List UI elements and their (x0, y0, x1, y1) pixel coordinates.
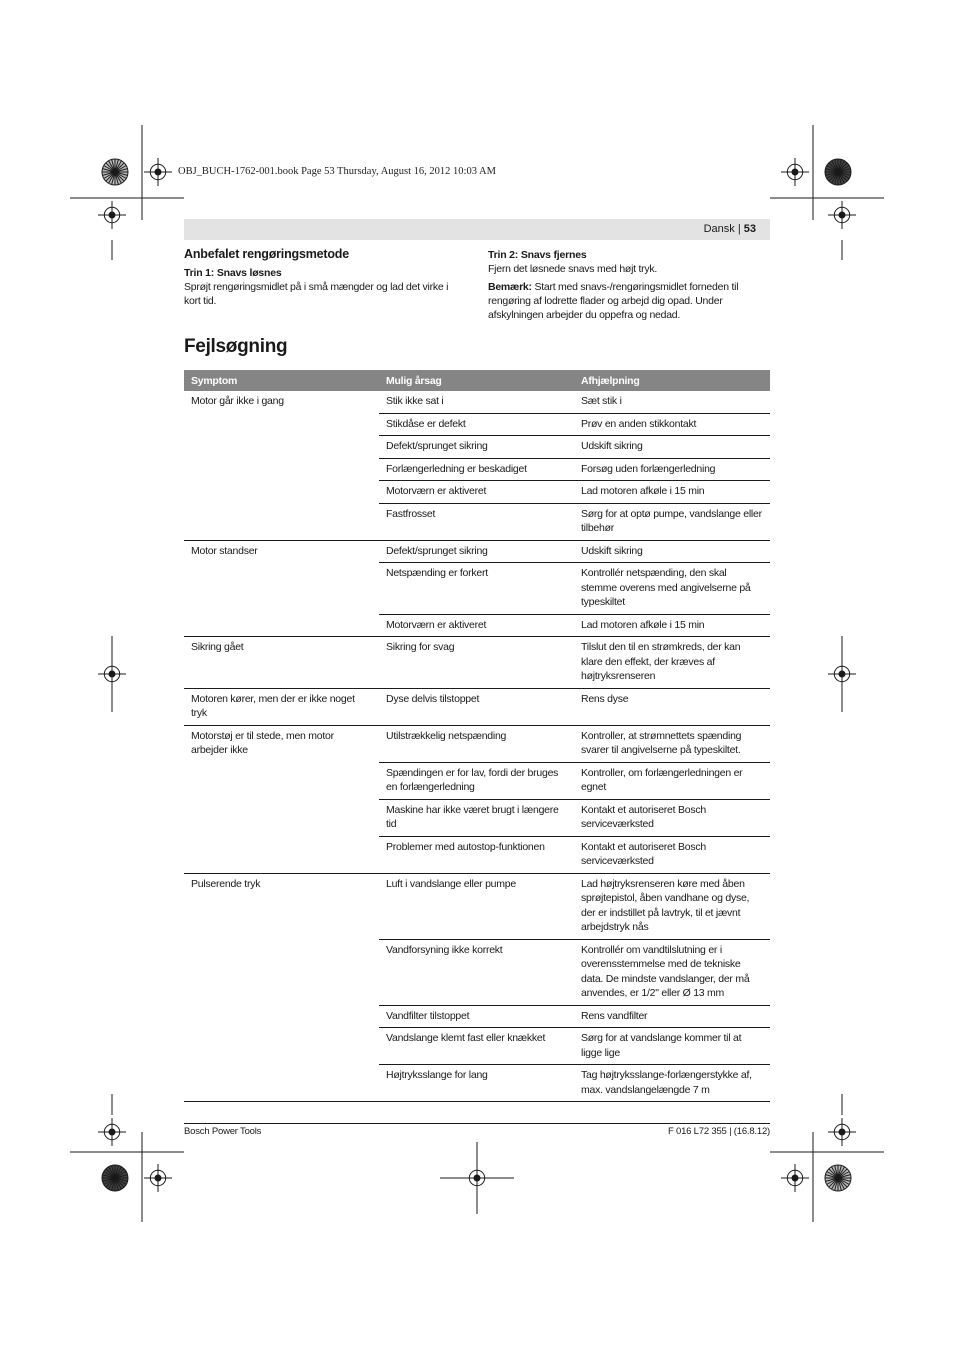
language-label: Dansk (703, 223, 735, 235)
page-header-label (704, 223, 756, 235)
cause-cell: Maskine har ikke været brugt i længere tid (379, 799, 574, 836)
table-row (184, 725, 770, 762)
footer-left: Bosch Power Tools (184, 1126, 262, 1137)
remedy-cell: Udskift sikring (574, 436, 770, 459)
remedy-cell: Rens vandfilter (574, 1005, 770, 1028)
cause-cell: Utilstrækkelig netspænding (379, 725, 574, 762)
step2-title: Trin 2: Snavs fjernes (488, 249, 587, 261)
remedy-cell: Sørg for at vandslange kommer til at ligge lige (574, 1028, 770, 1065)
cause-cell: Motorværn er aktiveret (379, 481, 574, 504)
cause-cell: Motorværn er aktiveret (379, 614, 574, 637)
remedy-cell: Rens dyse (574, 688, 770, 725)
cause-cell: Vandforsyning ikke korrekt (379, 939, 574, 1005)
table-row (184, 873, 770, 939)
cause-cell: Defekt/sprunget sikring (379, 540, 574, 563)
cleaning-column-right (488, 247, 770, 322)
page-number: 53 (743, 223, 756, 235)
cause-cell: Stikdåse er defekt (379, 413, 574, 436)
remedy-cell: Lad motoren afkøle i 15 min (574, 614, 770, 637)
remedy-cell: Lad motoren afkøle i 15 min (574, 481, 770, 504)
remedy-cell: Sørg for at optø pumpe, vandslange eller tilbehør (574, 503, 770, 540)
remedy-cell: Kontakt et autoriseret Bosch serviceværksted (574, 836, 770, 873)
cause-cell: Luft i vandslange eller pumpe (379, 873, 574, 939)
symptom-cell: Motor går ikke i gang (184, 391, 379, 540)
remedy-cell: Kontakt et autoriseret Bosch serviceværksted (574, 799, 770, 836)
cause-cell: Dyse delvis tilstoppet (379, 688, 574, 725)
cause-cell: Vandfilter tilstoppet (379, 1005, 574, 1028)
table-row (184, 637, 770, 689)
remedy-cell: Sæt stik i (574, 391, 770, 413)
cause-cell: Fastfrosset (379, 503, 574, 540)
remedy-cell: Lad højtryksrenseren køre med åben sprøjtepistol, åben vandhane og dyse, der er indstillet på lavtryk, til et jævnt arbejdstryk nås (574, 873, 770, 939)
remedy-cell: Kontroller, at strømnettets spænding svarer til angivelserne på typeskiltet. (574, 725, 770, 762)
column-header-cause: Mulig årsag (379, 370, 574, 391)
remedy-cell: Kontrollér netspænding, den skal stemme overens med angivelserne på typeskiltet (574, 563, 770, 615)
footer-right: F 016 L72 355 | (16.8.12) (667, 1126, 770, 1137)
remedy-cell: Udskift sikring (574, 540, 770, 563)
remedy-cell: Forsøg uden forlængerledning (574, 458, 770, 481)
step1-title: Trin 1: Snavs løsnes (184, 267, 282, 279)
page-header-bar (184, 219, 770, 240)
remedy-cell: Tilslut den til en strømkreds, der kan klare den effekt, der kræves af højtryksrenseren (574, 637, 770, 689)
table-row (184, 540, 770, 563)
note-label: Bemærk: (488, 281, 532, 293)
print-info-line: OBJ_BUCH-1762-001.book Page 53 Thursday, August 16, 2012 10:03 AM (178, 166, 496, 177)
footer-rule (184, 1123, 770, 1124)
column-header-remedy: Afhjælpning (574, 370, 770, 391)
section-title: Fejlsøgning (184, 336, 288, 357)
symptom-cell: Pulserende tryk (184, 873, 379, 1102)
symptom-cell: Motorstøj er til stede, men motor arbejder ikke (184, 725, 379, 873)
cause-cell: Forlængerledning er beskadiget (379, 458, 574, 481)
troubleshooting-table (184, 370, 770, 1102)
column-header-symptom: Symptom (184, 370, 379, 391)
remedy-cell: Kontrollér om vandtilslutning er i overensstemmelse med de tekniske data. De mindste vandslanger, der må anvendes, er 1/2" eller Ø 13 mm (574, 939, 770, 1005)
cause-cell: Defekt/sprunget sikring (379, 436, 574, 459)
symptom-cell: Motoren kører, men der er ikke noget tryk (184, 688, 379, 725)
remedy-cell: Kontroller, om forlængerledningen er egnet (574, 762, 770, 799)
cause-cell: Vandslange klemt fast eller knækket (379, 1028, 574, 1065)
cause-cell: Spændingen er for lav, fordi der bruges en forlængerledning (379, 762, 574, 799)
cause-cell: Problemer med autostop-funktionen (379, 836, 574, 873)
symptom-cell: Sikring gået (184, 637, 379, 689)
table-header-row (184, 370, 770, 391)
table-row (184, 688, 770, 725)
step1-text: Sprøjt rengøringsmidlet på i små mængder og lad det virke i kort tid. (184, 281, 449, 307)
symptom-cell: Motor standser (184, 540, 379, 637)
table-body (184, 391, 770, 1102)
cause-cell: Stik ikke sat i (379, 391, 574, 413)
step2-text: Fjern det løsnede snavs med højt tryk. (488, 263, 658, 275)
cause-cell: Netspænding er forkert (379, 563, 574, 615)
cleaning-note (488, 280, 770, 322)
cleaning-column-left (184, 247, 466, 308)
header-separator: | (737, 223, 741, 235)
remedy-cell: Tag højtryksslange-forlængerstykke af, max. vandslangelængde 7 m (574, 1065, 770, 1102)
table-row (184, 391, 770, 413)
cause-cell: Sikring for svag (379, 637, 574, 689)
note-text: Start med snavs-/rengøringsmidlet forneden til rengøring af lodrette flader og arbejd dig opad. Under afskylningen arbejder du oppefra og nedad. (488, 281, 739, 321)
cleaning-title: Anbefalet rengøringsmetode (184, 247, 349, 261)
cause-cell: Højtryksslange for lang (379, 1065, 574, 1102)
remedy-cell: Prøv en anden stikkontakt (574, 413, 770, 436)
